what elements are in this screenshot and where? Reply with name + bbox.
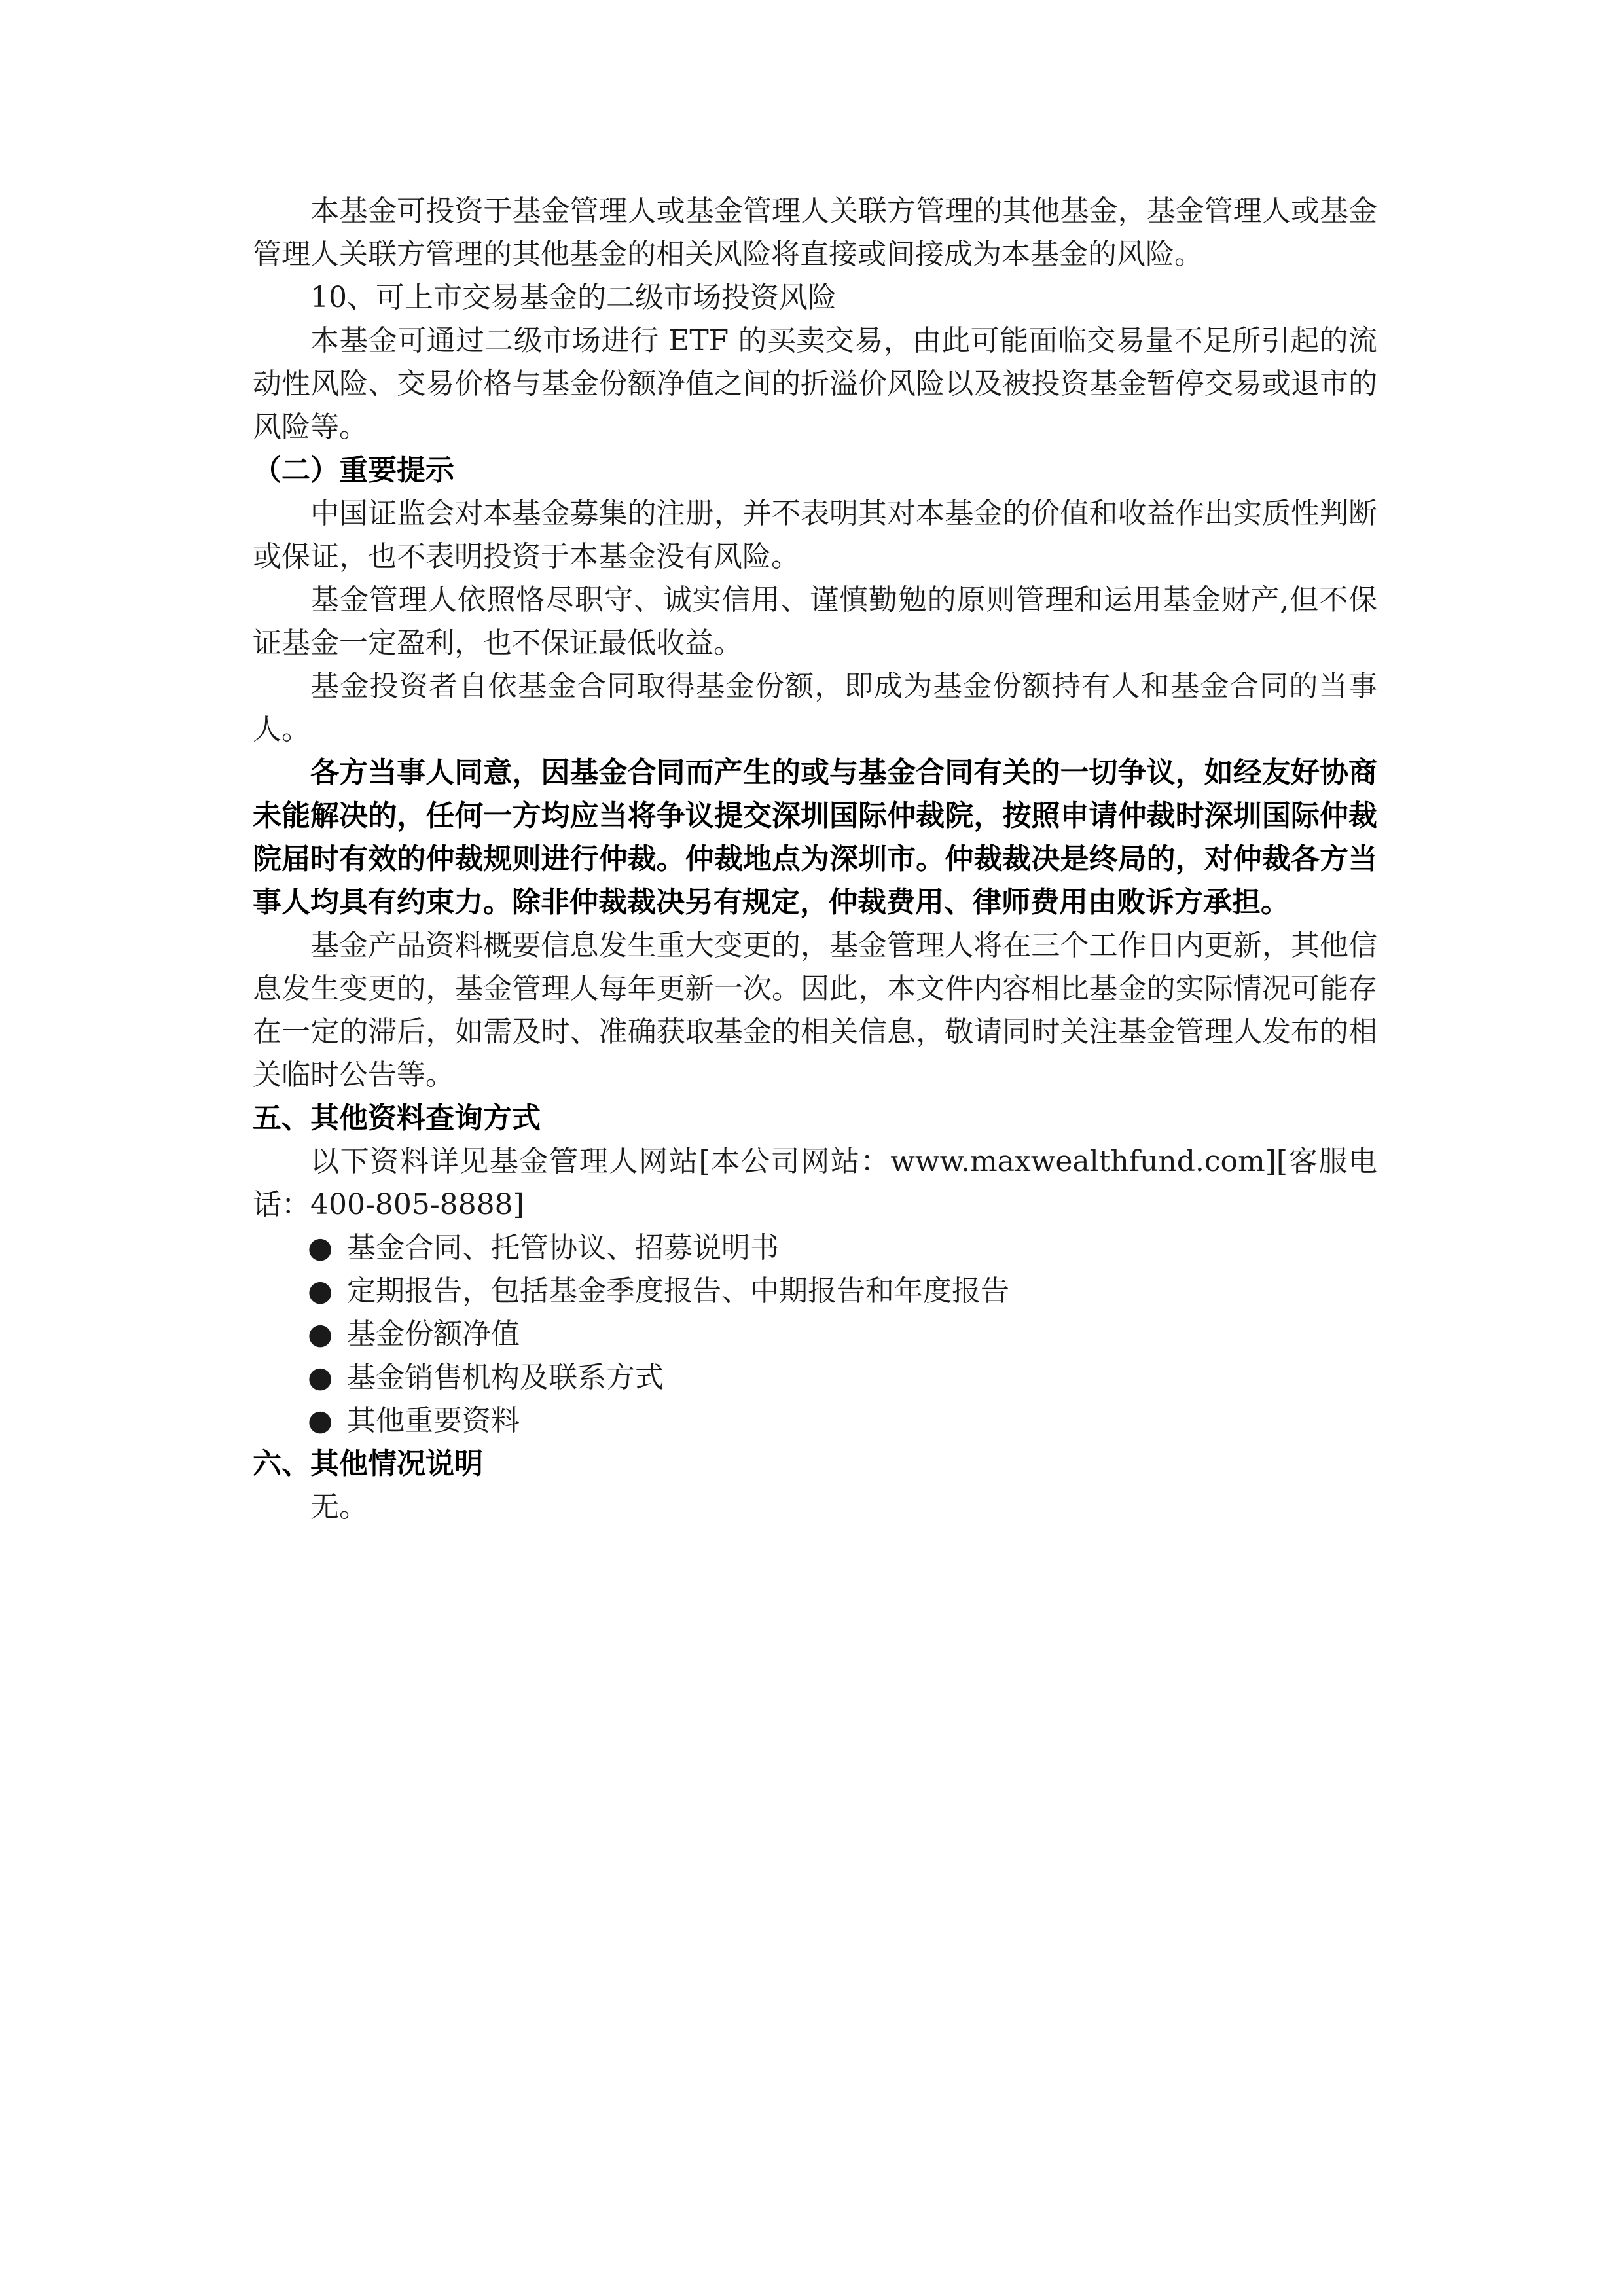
list-item-text: 基金份额净值 [347, 1318, 520, 1351]
paragraph-manager-duty: 基金管理人依照恪尽职守、诚实信用、谨慎勤勉的原则管理和运用基金财产,但不保证基金一定盈利，也不保证最低收益。 [253, 583, 1377, 660]
heading-important-notice: （二）重要提示 [253, 454, 454, 487]
list-item-text: 定期报告，包括基金季度报告、中期报告和年度报告 [347, 1274, 1009, 1308]
paragraph-investor-party: 基金投资者自依基金合同取得基金份额，即成为基金份额持有人和基金合同的当事人。 [253, 670, 1377, 746]
list-item [253, 1227, 1377, 1270]
paragraph-fund-of-funds-risk: 本基金可投资于基金管理人或基金管理人关联方管理的其他基金，基金管理人或基金管理人关联方管理的其他基金的相关风险将直接或间接成为本基金的风险。 [253, 194, 1377, 271]
list-item [253, 1356, 1377, 1399]
paragraph-update-notice: 基金产品资料概要信息发生重大变更的，基金管理人将在三个工作日内更新，其他信息发生变更的，基金管理人每年更新一次。因此，本文件内容相比基金的实际情况可能存在一定的滞后，如需及时、准确获取基金的相关信息，敬请同时关注基金管理人发布的相关临时公告等。 [253, 929, 1377, 1092]
bullet-icon: ● [308, 1318, 333, 1351]
paragraph-none: 无。 [310, 1490, 368, 1524]
heading-section-6: 六、其他情况说明 [253, 1447, 483, 1480]
paragraph-etf-trading-risk: 本基金可通过二级市场进行 ETF 的买卖交易，由此可能面临交易量不足所引起的流动性风险、交易价格与基金份额净值之间的折溢价风险以及被投资基金暂停交易或退市的风险等。 [253, 324, 1377, 444]
list-item-text: 基金销售机构及联系方式 [347, 1361, 664, 1394]
bullet-icon: ● [308, 1274, 333, 1308]
bullet-icon: ● [308, 1231, 333, 1265]
document-list [253, 1227, 1377, 1443]
paragraph-arbitration: 各方当事人同意，因基金合同而产生的或与基金合同有关的一切争议，如经友好协商未能解决的，任何一方均应当将争议提交深圳国际仲裁院，按照申请仲裁时深圳国际仲裁院届时有效的仲裁规则进行仲裁。仲裁地点为深圳市。仲裁裁决是终局的，对仲裁各方当事人均具有约束力。除非仲裁裁决另有规定，仲裁费用、律师费用由败诉方承担。 [253, 756, 1377, 919]
heading-section-5: 五、其他资料查询方式 [253, 1102, 541, 1135]
list-item [253, 1270, 1377, 1313]
paragraph-website-contact: 以下资料详见基金管理人网站[本公司网站：www.maxwealthfund.com][客服电话：400-805-8888] [253, 1145, 1377, 1221]
document-page [253, 190, 1377, 1529]
list-item-text: 其他重要资料 [347, 1404, 520, 1437]
bullet-icon: ● [308, 1361, 333, 1394]
paragraph-csrc-registration: 中国证监会对本基金募集的注册，并不表明其对本基金的价值和收益作出实质性判断或保证，也不表明投资于本基金没有风险。 [253, 497, 1377, 573]
list-item-text: 基金合同、托管协议、招募说明书 [347, 1231, 779, 1265]
bullet-icon: ● [308, 1404, 333, 1437]
list-item [253, 1399, 1377, 1443]
list-item [253, 1313, 1377, 1356]
item-10-title: 10、可上市交易基金的二级市场投资风险 [310, 281, 837, 314]
